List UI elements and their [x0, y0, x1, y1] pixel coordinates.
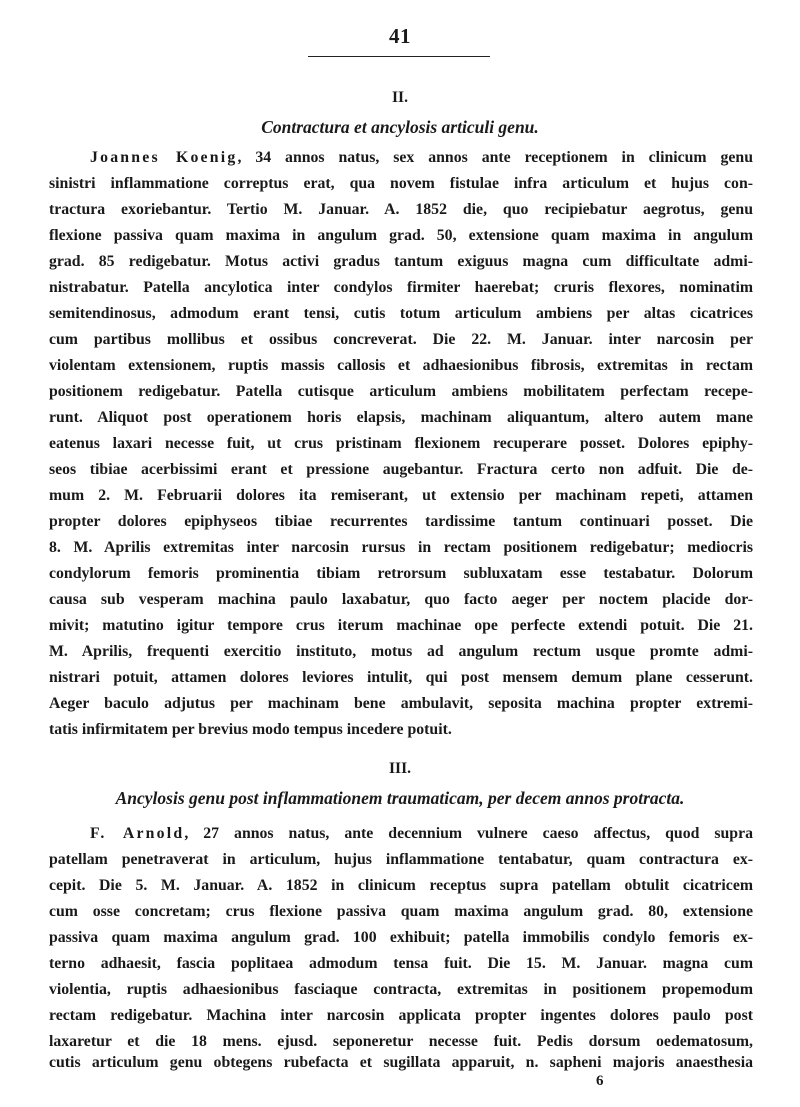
line-text: , 27 annos natus, ante decennium vulnere caeso affectus, quod supra — [184, 825, 753, 842]
paragraph-line: condylorum femoris prominentia tibiam retrorsum subluxatam esse testabatur. Dolorum — [49, 565, 753, 582]
paragraph-line: tractura exoriebantur. Tertio M. Januar. A. 1852 die, quo recipiebatur aegrotus, genu — [49, 201, 753, 218]
signature-mark: 6 — [596, 1073, 604, 1089]
paragraph-line: eatenus laxari necesse fuit, ut crus pristinam flexionem recuperare posset. Dolores epiphy- — [49, 435, 753, 452]
paragraph-line: seos tibiae acerbissimi erant et pressione augebantur. Fractura certo non adfuit. Die de- — [49, 461, 753, 478]
paragraph-line: cum partibus mollibus et ossibus concreverat. Die 22. M. Januar. inter narcosin per — [49, 331, 753, 348]
paragraph-line: Aeger baculo adjutus per machinam bene ambulavit, seposita machina propter extremi- — [49, 695, 753, 712]
paragraph-line: mum 2. M. Februarii dolores ita remiserant, ut extensio per machinam repeti, attamen — [49, 487, 753, 504]
paragraph-line: violentia, ruptis adhaesionibus fasciaque contracta, extremitas in positionem propemodum — [49, 981, 753, 998]
paragraph-line: M. Aprilis, frequenti exercitio instituto, motus ad angulum rectum usque promte admi- — [49, 643, 753, 660]
paragraph-line: violentam extensionem, ruptis massis callosis et adhaesionibus fibrosis, extremitas in rectam — [49, 357, 753, 374]
page-number: 41 — [389, 24, 411, 48]
paragraph-line: tatis infirmitatem per brevius modo tempus incedere potuit. — [49, 721, 452, 738]
paragraph-line: cutis articulum genu obtegens rubefacta et sugillata apparuit, n. sapheni majoris anaesthesia — [49, 1054, 753, 1071]
paragraph-line: terno adhaesit, fascia poplitaea admodum tensa fuit. Die 15. M. Januar. magna cum — [49, 955, 753, 972]
section-title: Ancylosis genu post inflammationem traumaticam, per decem annos protracta. — [115, 788, 685, 808]
paragraph-line: passiva quam maxima angulum grad. 100 exhibuit; patella immobilis condylo femoris ex- — [49, 929, 753, 946]
paragraph-line — [90, 148, 753, 168]
paragraph-line: causa sub vesperam machina paulo laxabatur, quo facto aeger per noctem placide dor- — [49, 591, 753, 608]
line-text: , 34 annos natus, sex annos ante receptionem in clinicum genu — [237, 149, 753, 166]
section-number: II. — [392, 89, 408, 106]
paragraph-line: 8. M. Aprilis extremitas inter narcosin rursus in rectam positionem redigebatur; mediocris — [49, 539, 753, 556]
patient-name: Joannes Koenig — [90, 149, 238, 166]
patient-name: F. Arnold — [90, 825, 185, 842]
paragraph-line: nistrabatur. Patella ancylotica inter condylos firmiter haerebat; cruris flexores, nominatim — [49, 279, 753, 296]
paragraph-line: propter dolores epiphyseos tibiae recurrentes tardissime tantum continuari posset. Die — [49, 513, 753, 530]
paragraph-line: grad. 85 redigebatur. Motus activi gradus tantum exiguus magna cum difficultate admi- — [49, 253, 753, 270]
paragraph-line: positionem redigebatur. Patella cutisque articulum ambiens mobilitatem perfectam recepe- — [49, 383, 753, 400]
paragraph-line: sinistri inflammatione correptus erat, qua novem fistulae infra articulum et hujus con- — [49, 175, 753, 192]
section-title: Contractura et ancylosis articuli genu. — [261, 117, 539, 137]
paragraph-line: laxaretur et die 18 mens. ejusd. seponeretur necesse fuit. Pedis dorsum oedematosum, — [49, 1033, 753, 1050]
paragraph-line — [90, 824, 753, 844]
paragraph-line: runt. Aliquot post operationem horis elapsis, machinam aliquantum, altero autem mane — [49, 409, 753, 426]
section-number: III. — [389, 760, 411, 777]
header-rule — [308, 56, 490, 57]
paragraph-line: mivit; matutino igitur tempore crus iterum machinae ope perfecte extendi potuit. Die 21. — [49, 617, 753, 634]
paragraph-line: flexione passiva quam maxima in angulum grad. 50, extensione quam maxima in angulum — [49, 227, 753, 244]
paragraph-line: patellam penetraverat in articulum, hujus inflammatione tentabatur, quam contractura ex- — [49, 851, 753, 868]
paragraph-line: semitendinosus, admodum erant tensi, cutis totum articulum ambiens per altas cicatrices — [49, 305, 753, 322]
paragraph-line: cum osse concretam; crus flexione passiva quam maxima angulum grad. 80, extensione — [49, 903, 753, 920]
paragraph-line: cepit. Die 5. M. Januar. A. 1852 in clinicum receptus supra patellam obtulit cicatricem — [49, 877, 753, 894]
paragraph-line: rectam redigebatur. Machina inter narcosin applicata propter ingentes dolores paulo post — [49, 1007, 753, 1024]
paragraph-line: nistrari potuit, attamen dolores leviores intulit, qui post mensem demum plane cesserunt. — [49, 669, 753, 686]
